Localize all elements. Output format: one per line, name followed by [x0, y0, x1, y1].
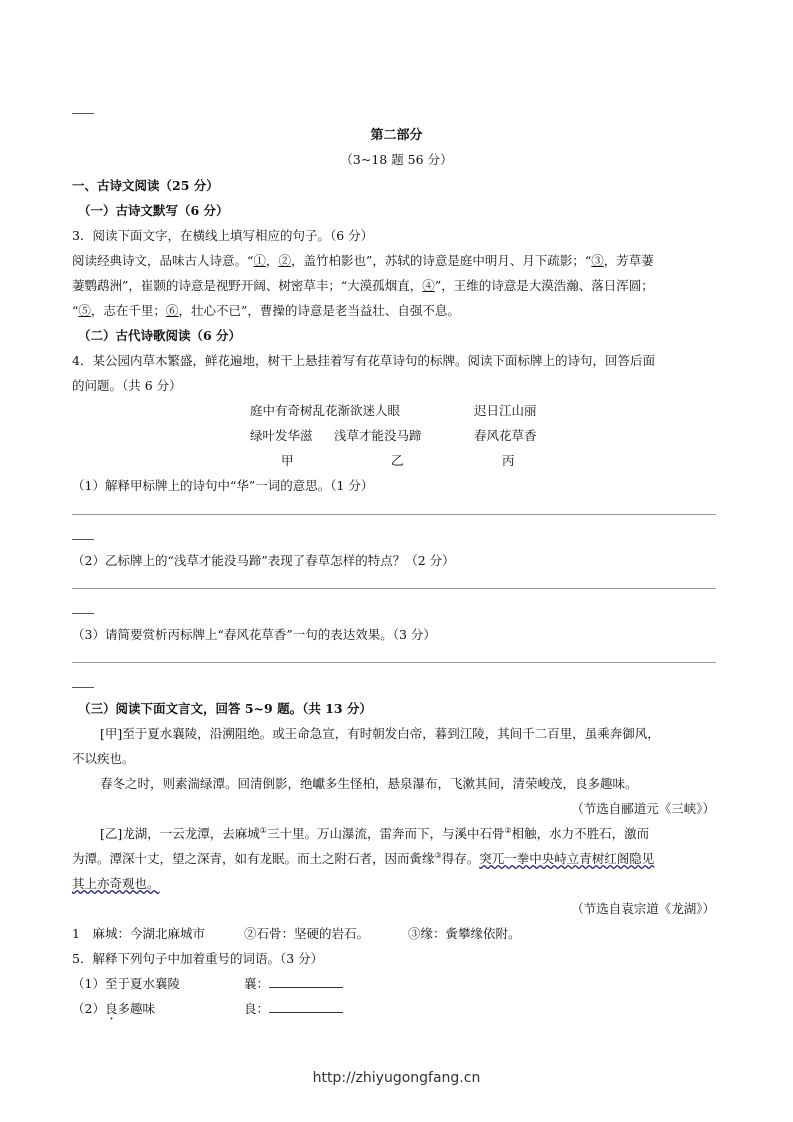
- wavy-underlined-sentence-cont: 其上亦奇观也。: [72, 876, 160, 891]
- passage-b-line-1: [乙]龙湖，一云龙潭，去麻城①三十里。万山瀑流，雷奔而下，与溪中石骨②相触，水力不胜石，激而: [100, 825, 650, 841]
- passage-b-line-3: [72, 874, 160, 892]
- sign-jia-line-2: 绿叶发华滋: [250, 428, 313, 443]
- footnote-ref-1: ①: [259, 825, 267, 835]
- answer-line-3[interactable]: [72, 662, 716, 663]
- sign-bing-line-2: 春风花草香: [474, 428, 537, 443]
- passage-a-line-3: 春冬之时，则素湍绿潭。回清倒影，绝巘多生怪柏，悬泉瀑布，飞漱其间，清荣峻茂，良多趣味。: [100, 776, 638, 791]
- blank-1: ①: [253, 253, 266, 268]
- blank-6: ⑥: [165, 303, 179, 318]
- q5-answer-1: 襄：: [244, 974, 343, 992]
- passage-a-source: （节选自郦道元《三峡》）: [571, 801, 715, 816]
- q4-stem-1: 4．某公园内草木繁盛，鲜花遍地，树干上悬挂着写有花草诗句的标牌。阅读下面标牌上的诗句，回答后面: [72, 353, 655, 368]
- subsection-heading-2: （二）古代诗歌阅读（6 分）: [78, 328, 242, 343]
- answer-stub-1: [72, 539, 94, 540]
- sign-label-jia: 甲: [281, 453, 294, 468]
- footnote-ref-2: ②: [504, 825, 512, 835]
- sign-bing-line-1: 迟日江山丽: [474, 403, 537, 418]
- blank-5: ⑤: [78, 303, 91, 318]
- q4-part-1: （1）解释甲标牌上的诗句中“华”一词的意思。（1 分）: [72, 478, 374, 493]
- answer-stub-2: [72, 613, 94, 614]
- footer-url[interactable]: http://zhiyugongfang.cn: [312, 1070, 481, 1086]
- answer-line-1[interactable]: [72, 514, 716, 515]
- wavy-underlined-sentence: 突兀一拳中央峙立青树红阁隐见: [479, 851, 655, 866]
- passage-a-line-2: 不以疾也。: [72, 751, 135, 766]
- q3-line-1: 阅读经典诗文，品味古人诗意。“①，②，盖竹柏影也”，苏轼的诗意是庭中明月、月下疏影；“③，芳草萋: [72, 253, 654, 268]
- q4-part-3: （3）请简要赏析丙标牌上“春风花草香”一句的表达效果。（3 分）: [72, 627, 436, 642]
- q5-item-1: （1）至于夏水襄陵: [72, 976, 180, 991]
- sign-yi-line: 浅草才能没马蹄: [334, 428, 422, 443]
- blank-3: ③: [591, 253, 604, 268]
- emphasized-word: 良: [104, 1001, 118, 1016]
- q3-line-3: “⑤，志在千里；⑥，壮心不已”，曹操的诗意是老当益壮、自强不息。: [72, 303, 460, 318]
- answer-stub-3: [72, 687, 94, 688]
- footnote-1: 1 麻城：今湖北麻城市: [72, 926, 205, 941]
- answer-blank-2[interactable]: [269, 1000, 343, 1013]
- sign-jia-line-1: 庭中有奇树乱花渐欲迷人眼: [250, 403, 401, 418]
- sign-label-bing: 丙: [502, 453, 515, 468]
- answer-blank-1[interactable]: [269, 975, 343, 988]
- passage-b-line-2: 为潭。潭深十丈，望之深青，如有龙眠。而土之附石者，因而夤缘③得存。突兀一拳中央峙立青树红阁隐见: [72, 850, 655, 866]
- passage-b-source: （节选自袁宗道《龙湖》）: [571, 901, 715, 916]
- blank-4: ④: [422, 278, 435, 293]
- top-divider: [72, 113, 94, 114]
- part-title: 第二部分: [370, 128, 423, 143]
- footnote-3: ③缘：夤攀缘依附。: [408, 926, 521, 941]
- passage-a-line-1: [甲]至于夏水襄陵，沿溯阻绝。或王命急宣，有时朝发白帝，暮到江陵，其间千二百里，虽乘奔御风，: [100, 726, 660, 741]
- q5-answer-2: 良：: [244, 999, 343, 1017]
- q5-stem: 5．解释下列句子中加着重号的词语。（3 分）: [72, 951, 324, 966]
- q4-stem-2: 的问题。（共 6 分）: [72, 378, 182, 393]
- part-subtitle: （3~18 题 56 分）: [340, 152, 453, 167]
- footnote-ref-3: ③: [434, 850, 442, 860]
- subsection-heading-1: （一）古诗文默写（6 分）: [78, 203, 229, 218]
- q4-part-2: （2）乙标牌上的“浅草才能没马蹄”表现了春草怎样的特点？（2 分）: [72, 553, 455, 568]
- sign-label-yi: 乙: [391, 453, 404, 468]
- q3-stem: 3．阅读下面文字，在横线上填写相应的句子。（6 分）: [72, 228, 374, 243]
- blank-2: ②: [278, 253, 291, 268]
- answer-line-2[interactable]: [72, 588, 716, 589]
- q5-item-2: （2）良多趣味: [72, 1001, 155, 1016]
- subsection-heading-3: （三）阅读下面文言文，回答 5~9 题。（共 13 分）: [78, 701, 372, 716]
- q3-line-2: 萋鹦鹉洲”，崔颢的诗意是视野开阔、树密草丰；“大漠孤烟直，④”，王维的诗意是大漠浩瀚、落日浑圆；: [72, 278, 654, 293]
- section-heading: 一、古诗文阅读（25 分）: [72, 178, 219, 193]
- footnote-2: ②石骨：坚硬的岩石。: [244, 926, 370, 941]
